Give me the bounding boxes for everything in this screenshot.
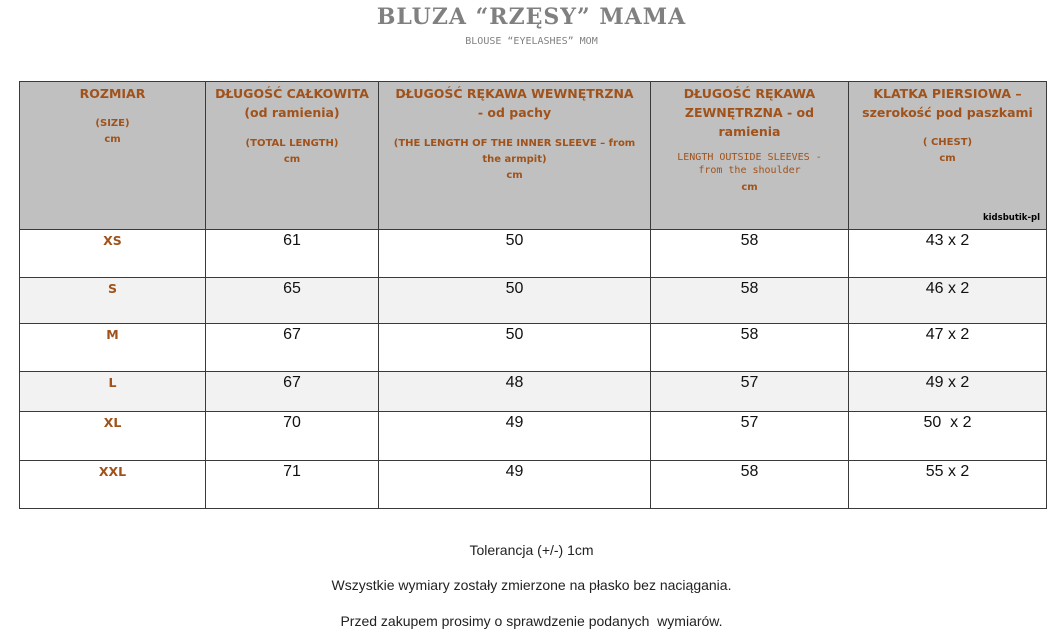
cell-chest: 43 x 2 [849, 230, 1047, 278]
table-row [20, 230, 1047, 278]
size-table [19, 81, 1047, 509]
cell-chest: 46 x 2 [849, 278, 1047, 324]
header-chest-unit: cm [939, 153, 956, 164]
cell-chest: 50 x 2 [849, 412, 1047, 461]
table-row [20, 324, 1047, 372]
cell-total-length: 67 [206, 372, 379, 412]
header-chest-label: KLATKA PIERSIOWA – szerokość pod paszkami [862, 86, 1033, 120]
cell-size: S [20, 278, 206, 324]
header-chest-en: ( CHEST) [922, 137, 973, 148]
header-outer-sleeve-unit: cm [741, 182, 758, 193]
measurement-note: Wszystkie wymiary zostały zmierzone na płasko bez naciągania. [331, 577, 732, 593]
cell-size: L [20, 372, 206, 412]
header-outer-sleeve-en: LENGTH OUTSIDE SLEEVES - from the shoulder [677, 152, 822, 176]
cell-total-length: 67 [206, 324, 379, 372]
page-title: BLUZA “RZĘSY” MAMA [376, 4, 687, 30]
table-row [20, 278, 1047, 324]
cell-size: XXL [20, 461, 206, 509]
cell-total-length: 65 [206, 278, 379, 324]
header-size-unit: cm [104, 134, 121, 145]
check-before-purchase-note: Przed zakupem prosimy o sprawdzenie podanych wymiarów. [340, 613, 723, 629]
cell-size: XS [20, 230, 206, 278]
header-total-length-en: (TOTAL LENGTH) [245, 138, 339, 149]
header-row [20, 82, 1047, 230]
cell-outer-sleeve: 58 [651, 461, 849, 509]
cell-inner-sleeve: 50 [379, 324, 651, 372]
cell-outer-sleeve: 58 [651, 230, 849, 278]
cell-inner-sleeve: 48 [379, 372, 651, 412]
header-inner-sleeve-unit: cm [506, 170, 523, 181]
cell-size: M [20, 324, 206, 372]
cell-outer-sleeve: 58 [651, 278, 849, 324]
tolerance-note: Tolerancja (+/-) 1cm [469, 542, 594, 558]
cell-inner-sleeve: 49 [379, 412, 651, 461]
cell-outer-sleeve: 57 [651, 372, 849, 412]
header-inner-sleeve-label: DŁUGOŚĆ RĘKAWA WEWNĘTRZNA - od pachy [395, 86, 634, 120]
cell-inner-sleeve: 50 [379, 278, 651, 324]
cell-chest: 47 x 2 [849, 324, 1047, 372]
page-subtitle: BLOUSE “EYELASHES” MOM [465, 36, 598, 47]
cell-total-length: 61 [206, 230, 379, 278]
header-size [20, 82, 206, 230]
table-row [20, 461, 1047, 509]
table-row [20, 372, 1047, 412]
header-size-label: ROZMIAR [79, 86, 146, 101]
header-outer-sleeve-label: DŁUGOŚĆ RĘKAWA ZEWNĘTRZNA - od ramienia [683, 86, 816, 139]
cell-size: XL [20, 412, 206, 461]
cell-total-length: 70 [206, 412, 379, 461]
header-total-length-label: DŁUGOŚĆ CAŁKOWITA (od ramienia) [215, 86, 369, 120]
header-size-en: (SIZE) [95, 118, 130, 129]
cell-chest: 55 x 2 [849, 461, 1047, 509]
header-total-length [206, 82, 379, 230]
brand-watermark: kidsbutik-pl [982, 213, 1040, 223]
header-inner-sleeve [379, 82, 651, 230]
header-inner-sleeve-en: (THE LENGTH OF THE INNER SLEEVE – from the armpit) [393, 138, 636, 165]
cell-inner-sleeve: 50 [379, 230, 651, 278]
cell-outer-sleeve: 57 [651, 412, 849, 461]
header-chest [849, 82, 1047, 230]
header-total-length-unit: cm [283, 154, 301, 165]
cell-total-length: 71 [206, 461, 379, 509]
cell-inner-sleeve: 49 [379, 461, 651, 509]
cell-outer-sleeve: 58 [651, 324, 849, 372]
table-row [20, 412, 1047, 461]
header-outer-sleeve [651, 82, 849, 230]
cell-chest: 49 x 2 [849, 372, 1047, 412]
